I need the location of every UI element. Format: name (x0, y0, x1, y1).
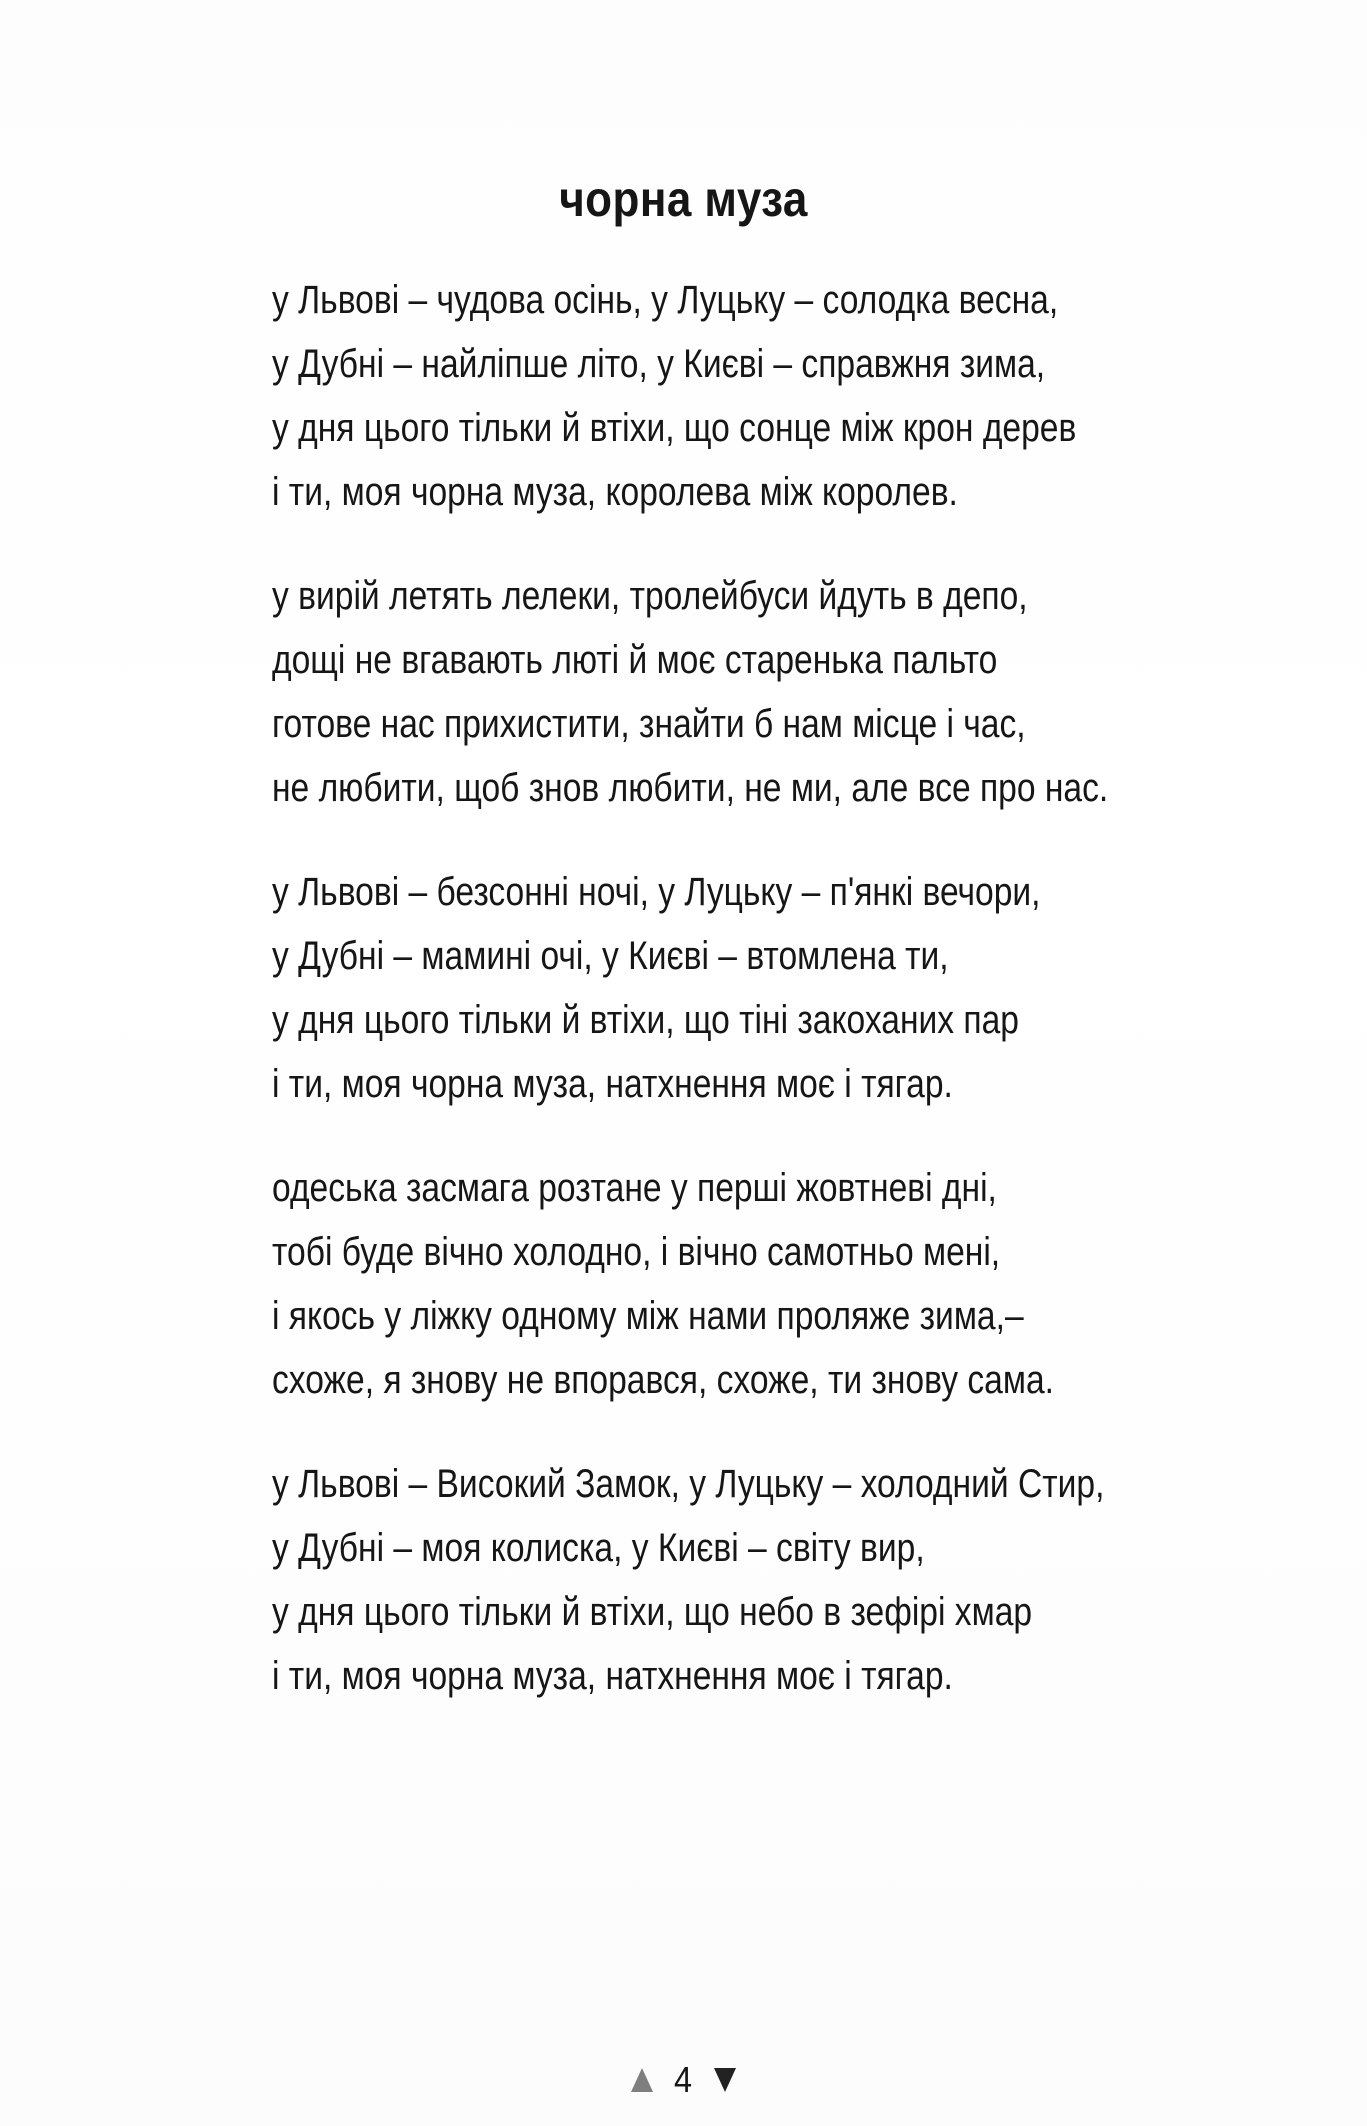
stanza-2 (272, 564, 1272, 820)
poem-line: не любити, щоб знов любити, не ми, але все про нас. (272, 766, 1109, 810)
poem-line: у дня цього тільки й втіхи, що небо в зефірі хмар (272, 1590, 1033, 1634)
triangle-up-icon (631, 2068, 653, 2092)
poem-line: у дня цього тільки й втіхи, що сонце між крон дерев (272, 406, 1077, 450)
poem-line: і ти, моя чорна муза, королева між королев. (272, 470, 958, 514)
page-number: 4 (674, 2059, 693, 2101)
poem-line: у дня цього тільки й втіхи, що тіні закоханих пар (272, 998, 1019, 1042)
poem-line: готове нас прихистити, знайти б нам місце і час, (272, 702, 1026, 746)
poem-line: схоже, я знову не впорався, схоже, ти знову сама. (272, 1358, 1054, 1402)
poem-line: і якось у ліжку одному між нами проляже зима,– (272, 1294, 1024, 1338)
stanza-1 (272, 268, 1272, 524)
stanza-3 (272, 860, 1272, 1116)
poem-line: у Дубні – найліпше літо, у Києві – справжня зима, (272, 342, 1046, 386)
poem-title: чорна муза (559, 171, 808, 227)
poem-line: у Дубні – мамині очі, у Києві – втомлена ти, (272, 934, 949, 978)
poem-line: у Львові – Високий Замок, у Луцьку – холодний Стир, (272, 1462, 1105, 1506)
poem-line: у Львові – чудова осінь, у Луцьку – солодка весна, (272, 278, 1059, 322)
page-footer (0, 2058, 1367, 2100)
poem-line: у Львові – безсонні ночі, у Луцьку – п'янкі вечори, (272, 870, 1041, 914)
poem-line: і ти, моя чорна муза, натхнення моє і тягар. (272, 1062, 953, 1106)
poem-line: тобі буде вічно холодно, і вічно самотньо мені, (272, 1230, 1001, 1274)
triangle-down-icon (714, 2068, 736, 2092)
poem-line: дощі не вгавають люті й моє старенька пальто (272, 638, 998, 682)
poem-line: у вирій летять лелеки, тролейбуси йдуть в депо, (272, 574, 1028, 618)
stanza-5 (272, 1452, 1272, 1708)
poem-line: у Дубні – моя колиска, у Києві – світу вир, (272, 1526, 925, 1570)
poem-body (272, 268, 1272, 1748)
stanza-4 (272, 1156, 1272, 1412)
poem-line: одеська засмага розтане у перші жовтневі дні, (272, 1166, 997, 1210)
poem-line: і ти, моя чорна муза, натхнення моє і тягар. (272, 1654, 953, 1698)
